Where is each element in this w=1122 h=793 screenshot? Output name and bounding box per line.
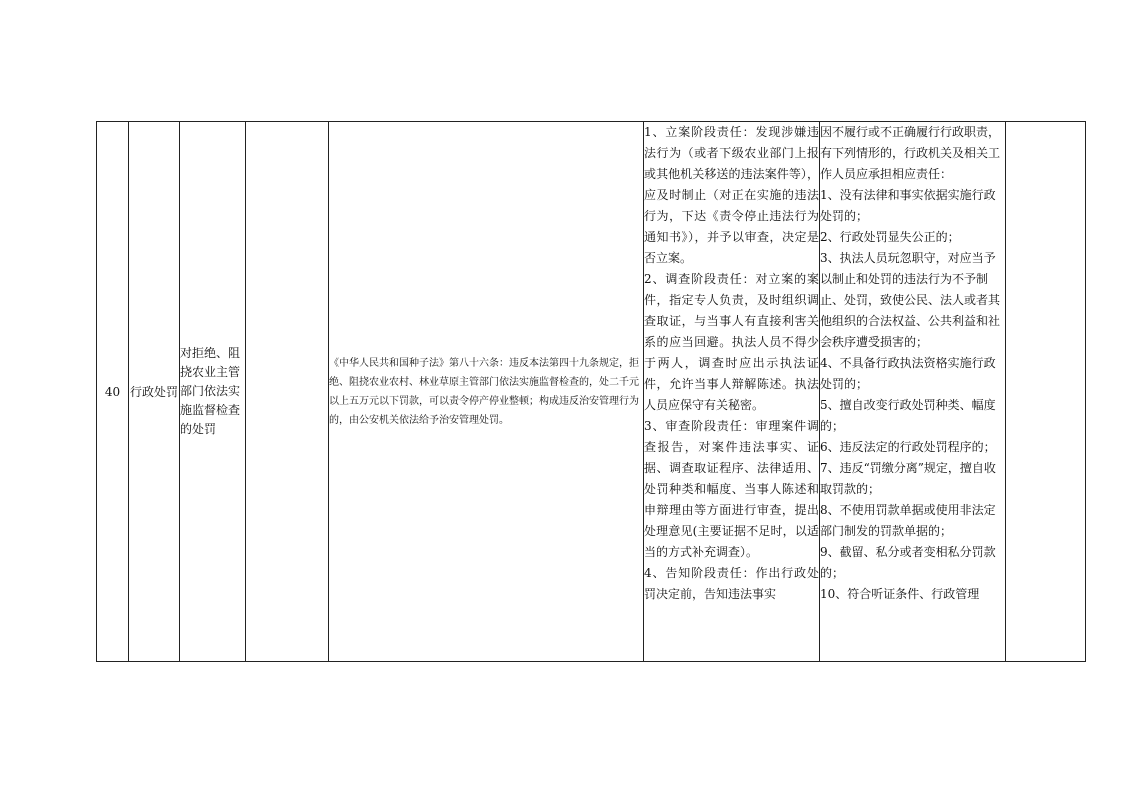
item-name: 对拒绝、阻挠农业主管部门依法实施监督检查的处罚 bbox=[180, 122, 246, 662]
responsibility-cell bbox=[644, 122, 820, 662]
responsibility-paragraph: 3、审查阶段责任：审理案件调查报告，对案件违法事实、证据、调查取证程序、法律适用、处罚种类和幅度、当事人陈述和申辩理由等方面进行审查，提出处理意见(主要证据不足时，以适当的方式补充调查）。 bbox=[644, 419, 819, 559]
accountability-paragraph: 4、不具备行政执法资格实施行政处罚的； bbox=[820, 356, 996, 391]
accountability-paragraph: 8、不使用罚款单据或使用非法定部门制发的罚款单据的； bbox=[820, 503, 996, 538]
power-list-table bbox=[96, 121, 1086, 662]
row-number: 40 bbox=[97, 122, 129, 662]
power-category: 行政处罚 bbox=[129, 122, 180, 662]
responsibility-paragraph: 2、调查阶段责任：对立案的案件，指定专人负责，及时组织调查取证，与当事人有直接利害关系的应当回避。执法人员不得少于两人，调查时应出示执法证件，允许当事人辩解陈述。执法人员应保守有关秘密。 bbox=[644, 272, 819, 412]
table-row bbox=[97, 122, 1086, 662]
sub-item-cell bbox=[246, 122, 329, 662]
accountability-paragraph: 因不履行或不正确履行行政职责，有下列情形的，行政机关及相关工作人员应承担相应责任： bbox=[820, 125, 1001, 181]
accountability-paragraph: 9、截留、私分或者变相私分罚款的； bbox=[820, 545, 996, 580]
accountability-paragraph: 3、执法人员玩忽职守，对应当予以制止和处罚的违法行为不予制止、处罚，致使公民、法人或者其他组织的合法权益、公共利益和社会秩序遭受损害的； bbox=[820, 251, 1001, 349]
accountability-cell bbox=[820, 122, 1006, 662]
responsibility-paragraph: 4、告知阶段责任：作出行政处罚决定前，告知违法事实 bbox=[644, 566, 819, 601]
note-cell bbox=[1006, 122, 1086, 662]
responsibility-paragraph: 1、立案阶段责任：发现涉嫌违法行为（或者下级农业部门上报或其他机关移送的违法案件等），应及时制止（对正在实施的违法行为，下达《责令停止违法行为通知书》），并予以审查，决定是否立案。 bbox=[644, 125, 819, 265]
accountability-paragraph: 5、擅自改变行政处罚种类、幅度的； bbox=[820, 398, 996, 433]
accountability-paragraph: 6、违反法定的行政处罚程序的； bbox=[820, 440, 996, 454]
accountability-paragraph: 10、符合听证条件、行政管理 bbox=[820, 587, 980, 601]
accountability-paragraph: 7、违反“罚缴分离”规定，擅自收取罚款的； bbox=[820, 461, 996, 496]
legal-basis: 《中华人民共和国种子法》第八十六条：违反本法第四十九条规定，拒绝、阻挠农业农村、林业草原主管部门依法实施监督检查的，处二千元以上五万元以下罚款，可以责令停产停业整顿；构成违反治安管理行为的，由公安机关依法给予治安管理处罚。 bbox=[329, 122, 644, 662]
accountability-paragraph: 1、没有法律和事实依据实施行政处罚的； bbox=[820, 188, 996, 223]
accountability-paragraph: 2、行政处罚显失公正的； bbox=[820, 230, 960, 244]
